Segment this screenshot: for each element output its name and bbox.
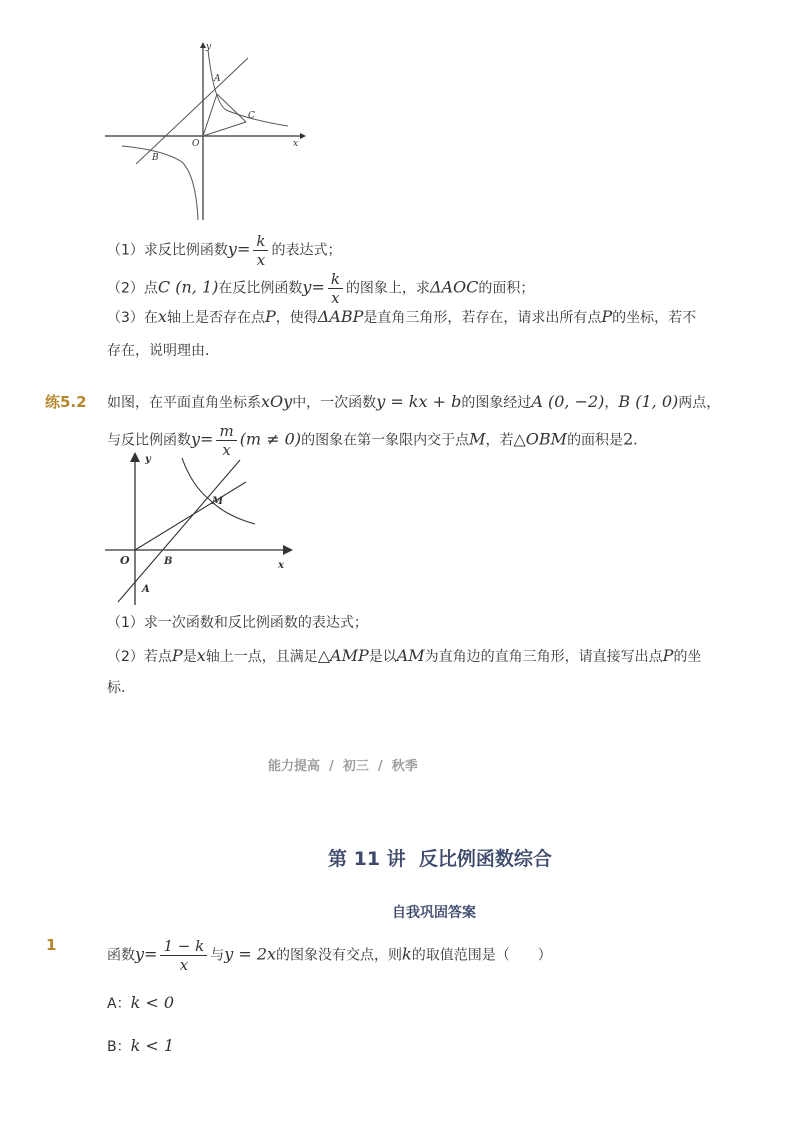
graph2-origin-label: O xyxy=(120,554,130,567)
graph1-hyperbola-q3 xyxy=(122,146,198,220)
graph2-x-arrow xyxy=(283,545,293,555)
choice-b-label: B： xyxy=(107,1039,131,1055)
chapter-subtitle: 自我巩固答案 xyxy=(392,905,476,921)
choice-b-value: k < 1 xyxy=(130,1036,175,1055)
question-1-3: （3）在x轴上是否存在点P，使得ΔABP是直角三角形，若存在，请求出所有点P的坐标，若不 xyxy=(107,307,697,326)
graph2-point-b-label: B xyxy=(164,556,173,567)
graph1-segment-oa xyxy=(203,94,217,136)
page-footer: 能力提高 / 初三 / 秋季 xyxy=(268,759,418,774)
graph1-segment-oc xyxy=(203,122,246,136)
graph2-line-om xyxy=(135,482,246,550)
graph-1 xyxy=(100,38,310,222)
graph2-point-a-label: A xyxy=(142,584,150,595)
graph2-y-label: y xyxy=(145,454,151,465)
graph1-y-label: y xyxy=(206,42,212,52)
choice-a[interactable] xyxy=(107,992,174,1015)
graph1-x-label: x xyxy=(293,139,299,149)
graph1-segment-ac xyxy=(217,94,246,122)
exercise-label: 练5.2 xyxy=(45,393,87,411)
choice-b[interactable] xyxy=(107,1035,174,1058)
graph-2 xyxy=(100,450,300,608)
question-2-2: （2）若点P是x轴上一点，且满足△AMP是以AM为直角边的直角三角形，请直接写出点P的坐 xyxy=(107,646,702,665)
choice-a-label: A： xyxy=(107,996,131,1012)
graph1-point-c-label: C xyxy=(248,111,255,121)
problem-1-stem: 函数y= $\frac{1 - k}{x}$ 与y = 2x的图象没有交点，则k的取值范围是（ ） xyxy=(107,937,552,974)
question-1-2: （2）点C (n, 1)在反比例函数y= $\frac{k}{x}$ 的图象上，求ΔAOC的面积； xyxy=(107,270,535,307)
graph1-x-arrow xyxy=(300,133,306,139)
exercise-line-2: 与反比例函数y= $\frac{m}{x}$ (m ≠ 0)的图象在第一象限内交于点M，若△OBM的面积是2． xyxy=(107,422,648,459)
question-2-1: （1）求一次函数和反比例函数的表达式； xyxy=(107,615,368,631)
graph1-origin-label: O xyxy=(192,139,200,149)
question-1-1: （1）求反比例函数y= $\frac{k}{x}$ 的表达式； xyxy=(107,232,342,269)
graph2-x-label: x xyxy=(278,560,284,571)
graph2-point-m-label: M xyxy=(212,496,224,507)
chapter-title: 第 11 讲 反比例函数综合 xyxy=(328,848,552,870)
question-1-3-cont: 存在，说明理由． xyxy=(107,343,219,359)
graph2-y-arrow xyxy=(130,452,140,462)
graph1-point-a-label: A xyxy=(214,74,221,84)
exercise-line-1: 如图，在平面直角坐标系xOy中，一次函数y = kx + b的图象经过A (0, −2)，B (1, 0)两点， xyxy=(107,392,721,411)
question-2-2-cont: 标． xyxy=(107,680,135,696)
choice-a-value: k < 0 xyxy=(130,993,175,1012)
graph2-line-ab xyxy=(118,460,240,602)
problem-number: 1 xyxy=(46,936,57,954)
graph1-point-b-label: B xyxy=(152,153,159,163)
